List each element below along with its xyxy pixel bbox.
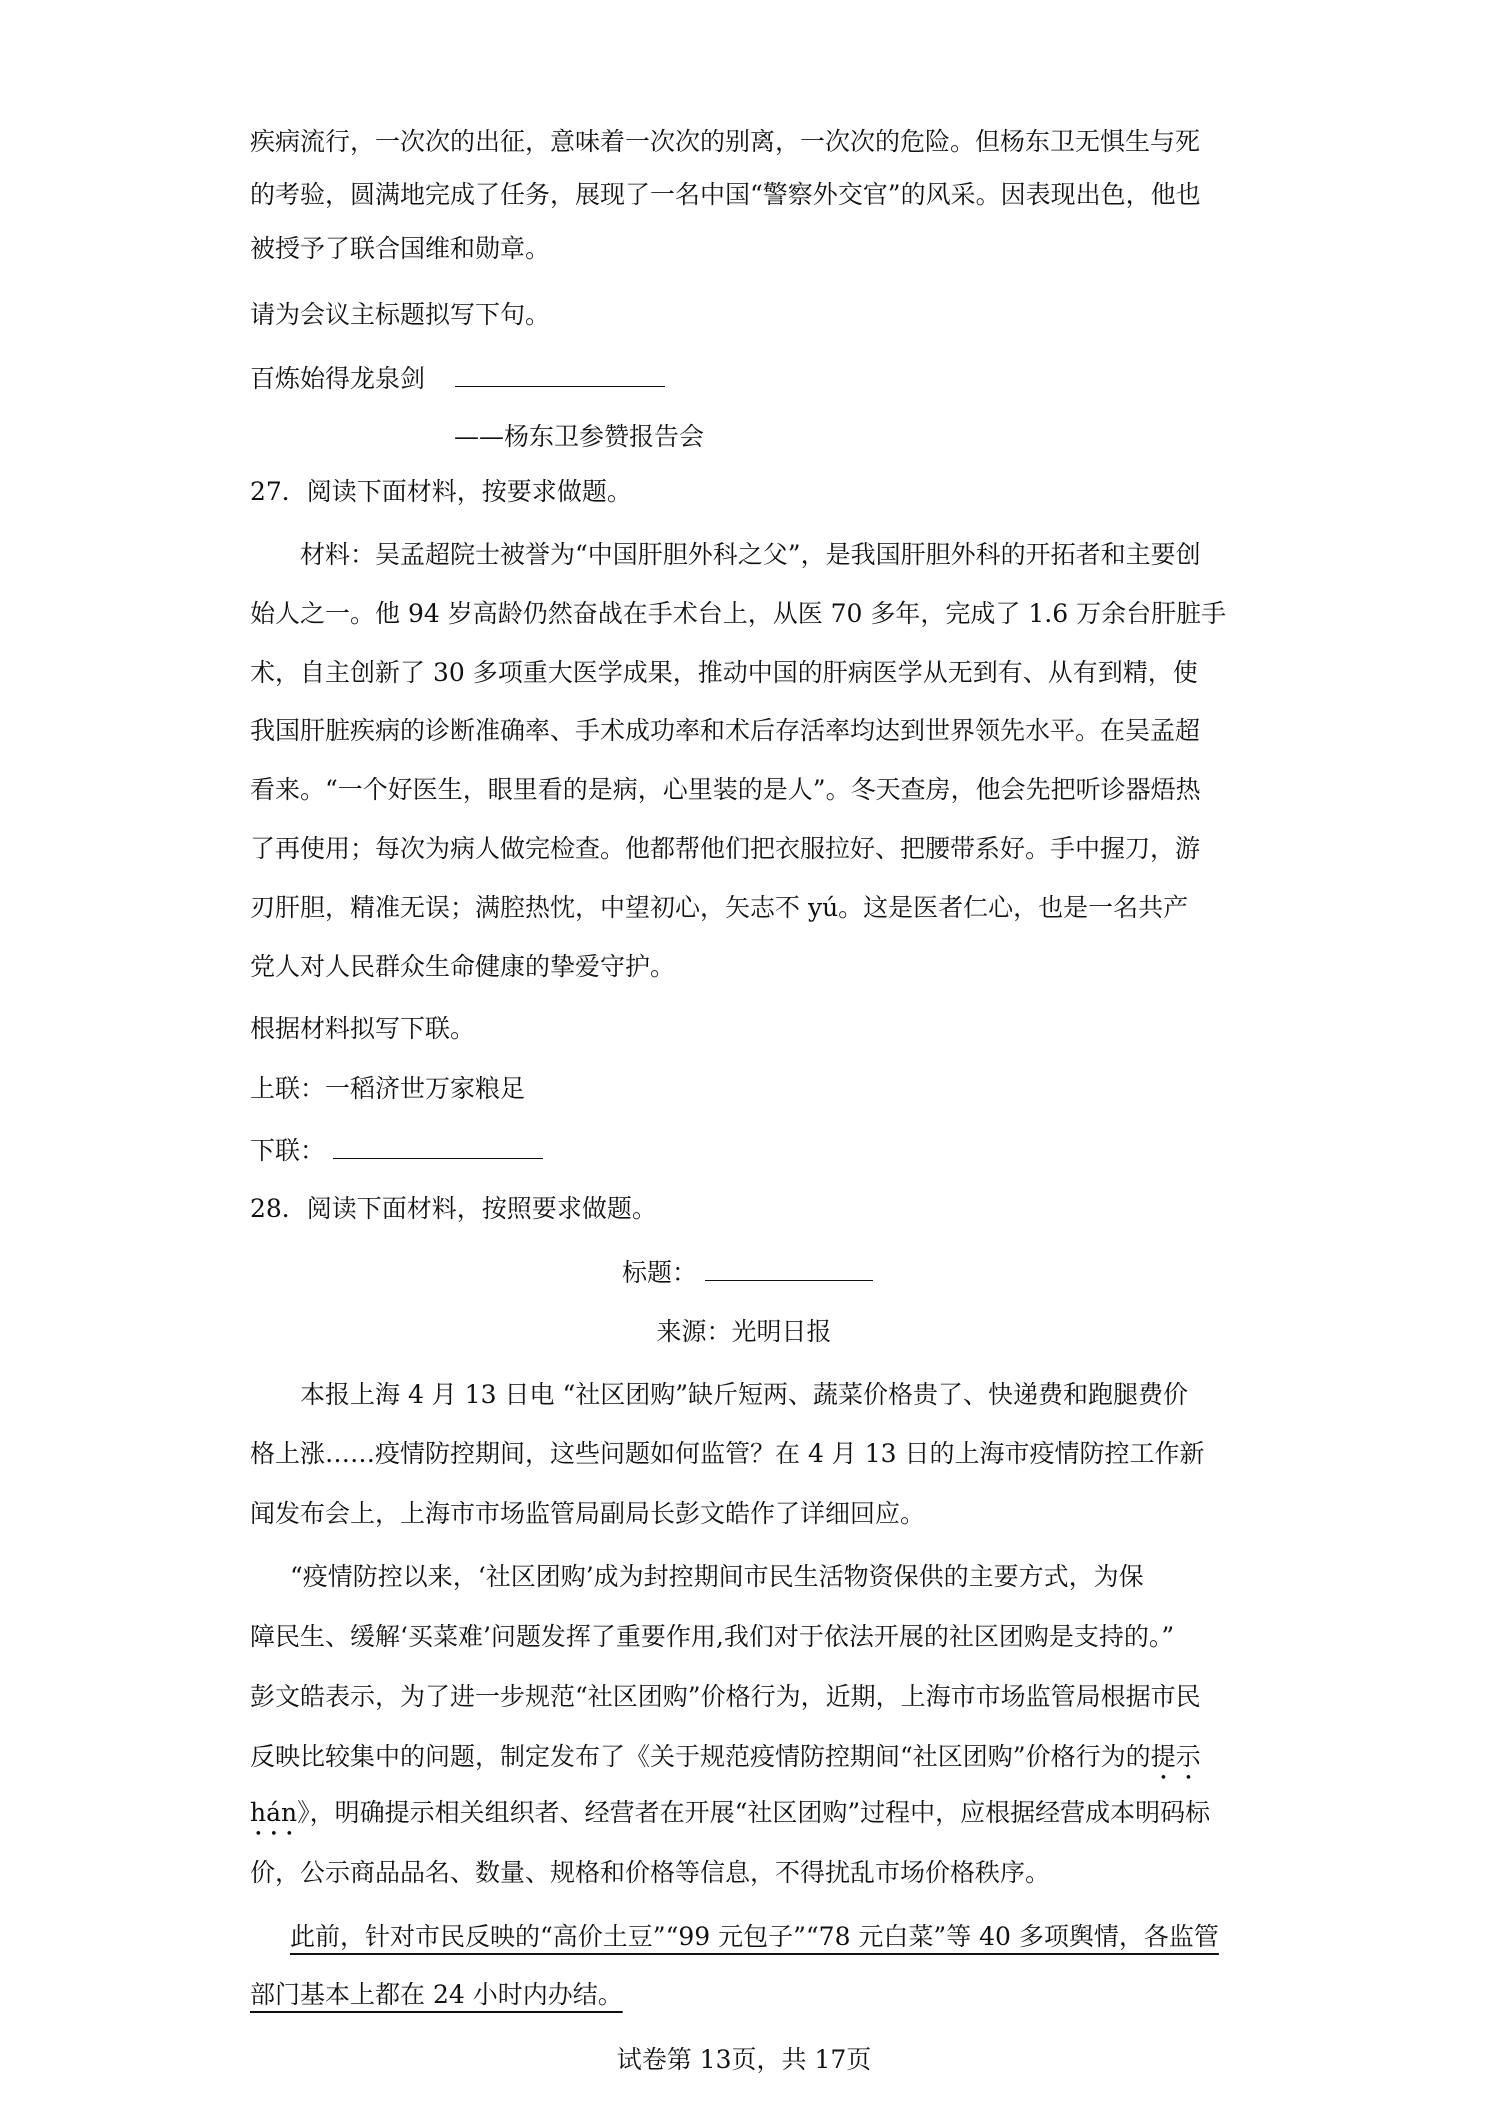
text-line: 格上涨……疫情防控期间，这些问题如何监管？在 4 月 13 日的上海市疫情防控工作新 bbox=[250, 1439, 1205, 1468]
text-line: 了再使用；每次为病人做完检查。他都帮他们把衣服拉好、把腰带系好。手中握刀，游 bbox=[250, 834, 1201, 863]
text-line bbox=[250, 1796, 1250, 1842]
text-line: 材料：吴孟超院士被誉为“中国肝胆外科之父”，是我国肝胆外科的开拓者和主要创 bbox=[300, 540, 1201, 569]
source-line: 来源：光明日报 bbox=[656, 1317, 832, 1346]
question-27-heading: 27．阅读下面材料，按要求做题。 bbox=[250, 477, 632, 506]
answer-blank[interactable] bbox=[333, 1132, 543, 1159]
text-line: 彭文皓表示，为了进一步规范“社区团购”价格行为，近期，上海市市场监管局根据市民 bbox=[250, 1682, 1201, 1711]
upper-line-text: 百炼始得龙泉剑 bbox=[250, 364, 426, 393]
text-line: 本报上海 4 月 13 日电 “社区团购”缺斤短两、蔬菜价格贵了、快递费和跑腿费价 bbox=[300, 1380, 1189, 1409]
text-line: 始人之一。他 94 岁高龄仍然奋战在手术台上，从医 70 多年，完成了 1.6 万余台肝脏手 bbox=[250, 599, 1227, 628]
dotted-pinyin: hán bbox=[250, 1798, 298, 1827]
text-line: 的考验，圆满地完成了任务，展现了一名中国“警察外交官”的风采。因表现出色，他也 bbox=[250, 180, 1201, 209]
lower-couplet-label: 下联： bbox=[250, 1136, 326, 1165]
lower-couplet bbox=[250, 1132, 1250, 1168]
text-line: 我国肝脏疾病的诊断准确率、手术成功率和术后存活率均达到世界领先水平。在吴孟超 bbox=[250, 716, 1201, 745]
text-line: 请为会议主标题拟写下句。 bbox=[250, 300, 551, 329]
text-line: 刃肝胆，精准无误；满腔热忱，中望初心，矢志不 yú。这是医者仁心，也是一名共产 bbox=[250, 893, 1189, 922]
dotted-text: 提示 bbox=[1150, 1742, 1201, 1771]
text-line: 看来。“一个好医生，眼里看的是病，心里装的是人”。冬天查房，他会先把听诊器焐热 bbox=[250, 775, 1201, 804]
text-segment: 反映比较集中的问题，制定发布了《关于规范疫情防控期间“社区团购”价格行为的 bbox=[250, 1742, 1151, 1771]
text-line: 被授予了联合国维和勋章。 bbox=[250, 234, 551, 263]
text-line: 根据材料拟写下联。 bbox=[250, 1014, 476, 1043]
text-line: “疫情防控以来，‘社区团购’成为封控期间市民生活物资保供的主要方式，为保 bbox=[290, 1562, 1144, 1591]
text-line: 疾病流行，一次次的出征，意味着一次次的别离，一次次的危险。但杨东卫无惧生与死 bbox=[250, 127, 1201, 156]
title-label: 标题： bbox=[622, 1258, 698, 1287]
text-line: 闻发布会上，上海市市场监管局副局长彭文皓作了详细回应。 bbox=[250, 1499, 926, 1528]
text-line bbox=[250, 1740, 1250, 1786]
question-26-prompt bbox=[250, 360, 1250, 396]
title-line bbox=[622, 1254, 1488, 1290]
page-footer: 试卷第 13页，共 17页 bbox=[616, 2045, 872, 2074]
text-line: 党人对人民群众生命健康的挚爱守护。 bbox=[250, 952, 676, 981]
title-blank[interactable] bbox=[705, 1254, 873, 1281]
underlined-sentence: 部门基本上都在 24 小时内办结。 bbox=[250, 1980, 623, 2009]
subtitle-line: ——杨东卫参赞报告会 bbox=[454, 422, 705, 451]
text-line: 障民生、缓解‘买菜难’问题发挥了重要作用,我们对于依法开展的社区团购是支持的。” bbox=[250, 1622, 1175, 1651]
answer-blank[interactable] bbox=[455, 360, 665, 387]
underlined-sentence: 此前，针对市民反映的“高价土豆”“99 元包子”“78 元白菜”等 40 多项舆情，各监管 bbox=[290, 1922, 1219, 1951]
text-segment: 》，明确提示相关组织者、经营者在开展“社区团购”过程中，应根据经营成本明码标 bbox=[297, 1798, 1211, 1827]
text-line: 价，公示商品品名、数量、规格和价格等信息，不得扰乱市场价格秩序。 bbox=[250, 1858, 1051, 1887]
question-28-heading: 28．阅读下面材料，按照要求做题。 bbox=[250, 1194, 657, 1223]
text-line: 术，自主创新了 30 多项重大医学成果，推动中国的肝病医学从无到有、从有到精，使 bbox=[250, 658, 1198, 687]
upper-couplet: 上联：一稻济世万家粮足 bbox=[250, 1074, 526, 1103]
